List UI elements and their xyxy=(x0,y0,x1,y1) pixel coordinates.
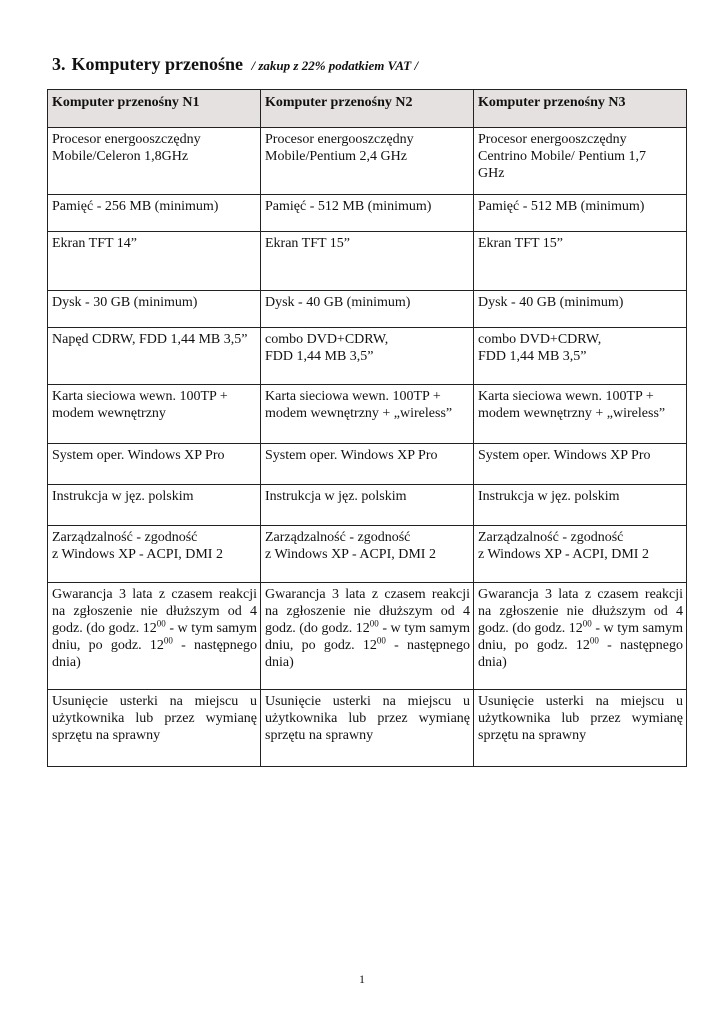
warranty-text-part: - w tym samym dniu, po godz. 12 xyxy=(52,621,257,653)
cell-text: combo DVD+CDRW, FDD 1,44 MB 3,5” xyxy=(265,332,389,364)
cell-text: Karta sieciowa wewn. 100TP + modem wewnętrzny xyxy=(52,389,228,421)
table-cell xyxy=(261,328,474,385)
table-cell xyxy=(48,232,261,291)
table-row xyxy=(48,195,687,232)
table-cell xyxy=(48,328,261,385)
section-title: Komputery przenośne xyxy=(71,54,243,74)
table-cell xyxy=(48,485,261,526)
table-header-row xyxy=(48,90,687,128)
cell-text: Karta sieciowa wewn. 100TP + modem wewnętrzny + „wireless” xyxy=(265,389,453,421)
time-superscript: 00 xyxy=(369,618,379,629)
cell-text: System oper. Windows XP Pro xyxy=(478,448,651,463)
column-header-n2: Komputer przenośny N2 xyxy=(261,90,474,128)
table-cell xyxy=(474,328,687,385)
table-row xyxy=(48,291,687,328)
time-superscript: 00 xyxy=(156,618,166,629)
warranty-text-part: Gwarancja 3 lata z czasem reakcji na zgłoszenie nie dłuższym od 4 godz. (do godz. 12 xyxy=(52,587,257,636)
cell-text: Instrukcja w jęz. polskim xyxy=(52,489,194,504)
table-cell xyxy=(48,526,261,583)
table-cell xyxy=(261,232,474,291)
table-cell xyxy=(261,526,474,583)
cell-text: System oper. Windows XP Pro xyxy=(52,448,225,463)
table-cell xyxy=(48,385,261,444)
column-header-n3: Komputer przenośny N3 xyxy=(474,90,687,128)
cell-text: Napęd CDRW, FDD 1,44 MB 3,5” xyxy=(52,332,248,347)
table-cell xyxy=(261,291,474,328)
cell-text: Zarządzalność - zgodność z Windows XP - ACPI, DMI 2 xyxy=(265,530,436,562)
laptop-spec-table xyxy=(47,89,687,767)
warranty-cell xyxy=(474,583,687,690)
warranty-text-part: - w tym samym dniu, po godz. 12 xyxy=(265,621,470,653)
cell-text: Procesor energooszczędny Mobile/Celeron 1,8GHz xyxy=(52,132,201,164)
cell-text: Procesor energooszczędny Centrino Mobile/ Pentium 1,7 GHz xyxy=(478,132,646,181)
section-note: / zakup z 22% podatkiem VAT / xyxy=(251,58,419,73)
repair-cell xyxy=(474,690,687,767)
cell-text: Dysk - 40 GB (minimum) xyxy=(478,295,624,310)
repair-text: Usunięcie usterki na miejscu u użytkownika lub przez wymianę sprzętu na sprawny xyxy=(52,694,257,743)
cell-text: Ekran TFT 15” xyxy=(265,236,351,251)
table-cell xyxy=(474,385,687,444)
warranty-text xyxy=(265,586,470,671)
time-superscript: 00 xyxy=(376,635,386,646)
cell-text: Ekran TFT 14” xyxy=(52,236,138,251)
table-cell xyxy=(474,128,687,195)
section-number: 3. xyxy=(52,54,66,74)
cell-text: Zarządzalność - zgodność z Windows XP - ACPI, DMI 2 xyxy=(478,530,649,562)
table-cell xyxy=(474,291,687,328)
cell-text: Ekran TFT 15” xyxy=(478,236,564,251)
warranty-text xyxy=(478,586,683,671)
warranty-text-part: - następnego dnia) xyxy=(478,638,683,670)
table-cell xyxy=(48,128,261,195)
table-cell xyxy=(261,195,474,232)
table-row xyxy=(48,232,687,291)
cell-text: Pamięć - 512 MB (minimum) xyxy=(478,199,645,214)
repair-text: Usunięcie usterki na miejscu u użytkownika lub przez wymianę sprzętu na sprawny xyxy=(478,694,683,743)
repair-text: Usunięcie usterki na miejscu u użytkownika lub przez wymianę sprzętu na sprawny xyxy=(265,694,470,743)
cell-text: combo DVD+CDRW, FDD 1,44 MB 3,5” xyxy=(478,332,602,364)
cell-text: Pamięć - 256 MB (minimum) xyxy=(52,199,219,214)
warranty-cell xyxy=(261,583,474,690)
table-row xyxy=(48,328,687,385)
table-cell xyxy=(474,485,687,526)
table-cell xyxy=(474,444,687,485)
time-superscript: 00 xyxy=(582,618,592,629)
time-superscript: 00 xyxy=(163,635,173,646)
table-cell xyxy=(48,444,261,485)
table-row-warranty xyxy=(48,583,687,690)
warranty-text-part: - następnego dnia) xyxy=(265,638,470,670)
warranty-cell xyxy=(48,583,261,690)
warranty-text-part: - w tym samym dniu, po godz. 12 xyxy=(478,621,683,653)
column-header-n1: Komputer przenośny N1 xyxy=(48,90,261,128)
table-cell xyxy=(48,195,261,232)
table-body xyxy=(48,128,687,767)
warranty-text-part: Gwarancja 3 lata z czasem reakcji na zgłoszenie nie dłuższym od 4 godz. (do godz. 12 xyxy=(265,587,470,636)
warranty-text-part: - następnego dnia) xyxy=(52,638,257,670)
table-row xyxy=(48,444,687,485)
warranty-text xyxy=(52,586,257,671)
cell-text: Dysk - 40 GB (minimum) xyxy=(265,295,411,310)
section-heading xyxy=(52,54,418,75)
repair-cell xyxy=(261,690,474,767)
table-cell xyxy=(48,291,261,328)
table-cell xyxy=(261,444,474,485)
table-row xyxy=(48,485,687,526)
cell-text: Procesor energooszczędny Mobile/Pentium 2,4 GHz xyxy=(265,132,414,164)
cell-text: Karta sieciowa wewn. 100TP + modem wewnętrzny + „wireless” xyxy=(478,389,666,421)
table-cell xyxy=(261,128,474,195)
table-row xyxy=(48,128,687,195)
repair-cell xyxy=(48,690,261,767)
table-row xyxy=(48,385,687,444)
page-number: 1 xyxy=(359,972,365,986)
table-cell xyxy=(474,195,687,232)
table-cell xyxy=(474,232,687,291)
table-row-repair xyxy=(48,690,687,767)
cell-text: Instrukcja w jęz. polskim xyxy=(265,489,407,504)
warranty-text-part: Gwarancja 3 lata z czasem reakcji na zgłoszenie nie dłuższym od 4 godz. (do godz. 12 xyxy=(478,587,683,636)
time-superscript: 00 xyxy=(589,635,599,646)
table-cell xyxy=(261,385,474,444)
cell-text: System oper. Windows XP Pro xyxy=(265,448,438,463)
table-cell xyxy=(261,485,474,526)
table-cell xyxy=(474,526,687,583)
table-row xyxy=(48,526,687,583)
cell-text: Pamięć - 512 MB (minimum) xyxy=(265,199,432,214)
cell-text: Dysk - 30 GB (minimum) xyxy=(52,295,198,310)
cell-text: Instrukcja w jęz. polskim xyxy=(478,489,620,504)
cell-text: Zarządzalność - zgodność z Windows XP - ACPI, DMI 2 xyxy=(52,530,223,562)
